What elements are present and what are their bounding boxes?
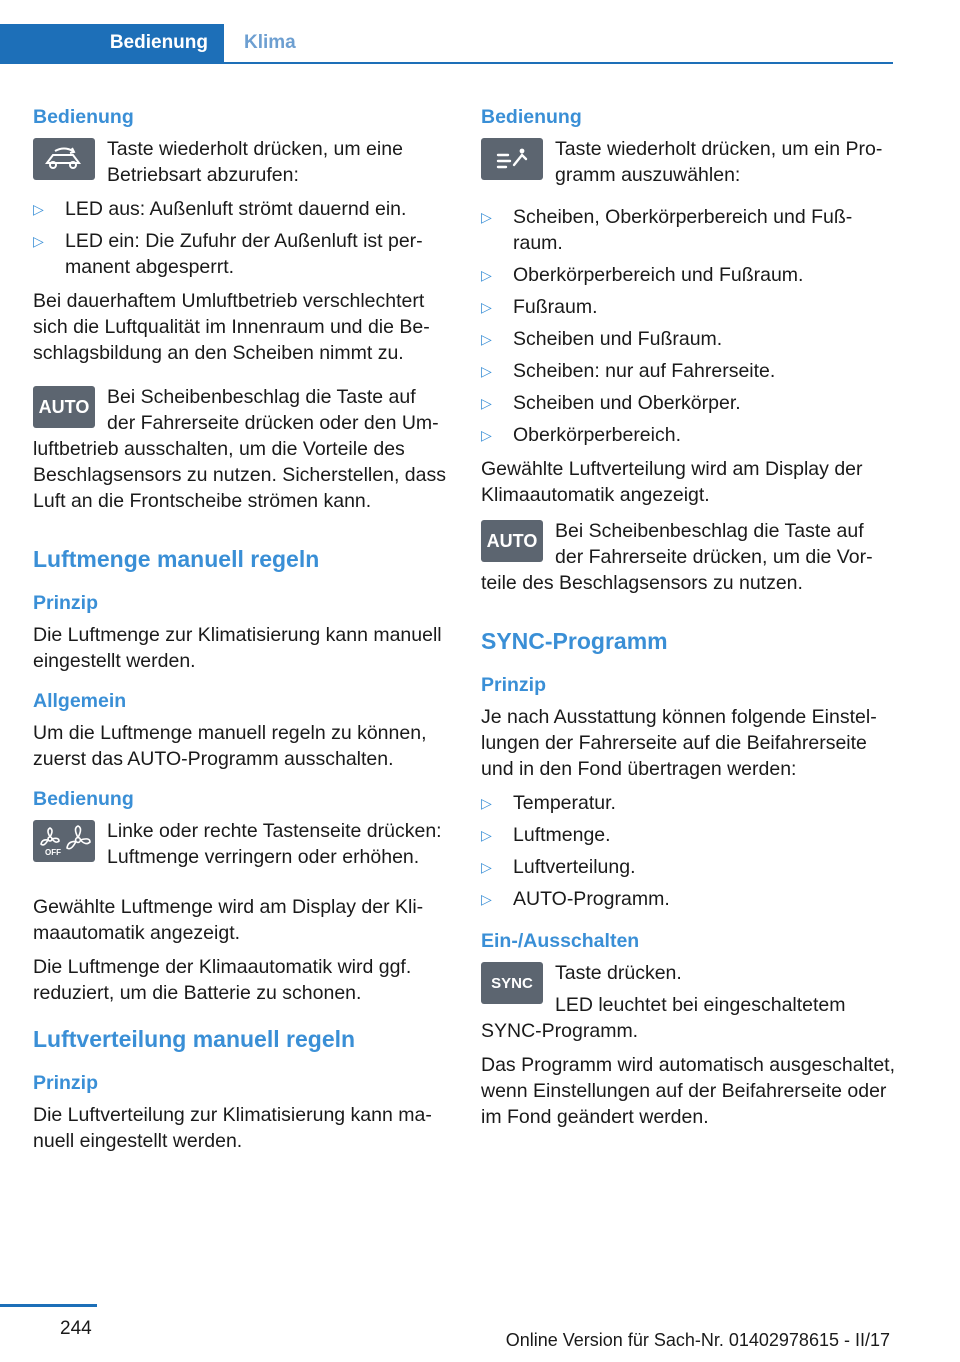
bullet-icon: ▷ xyxy=(481,827,492,843)
auto-block-right xyxy=(481,518,895,596)
list-item: ▷ Fußraum. xyxy=(481,296,598,318)
list-item: ▷ Temperatur. xyxy=(481,792,616,814)
air-distribution-icon xyxy=(481,138,543,180)
list-item: ▷ Luftverteilung. xyxy=(481,856,636,878)
fan-block xyxy=(33,818,447,870)
subheading-prinzip-2: Prinzip xyxy=(33,1072,99,1094)
footer-rule xyxy=(0,1304,97,1307)
recirculation-icon xyxy=(33,138,95,180)
list-item: ▷ Scheiben: nur auf Fahrerseite. xyxy=(481,360,776,382)
auto-icon: AUTO xyxy=(33,386,95,428)
auto-block xyxy=(33,384,447,514)
bullet-icon: ▷ xyxy=(481,795,492,811)
umluft-block xyxy=(33,136,447,188)
sync-icon: SYNC xyxy=(481,962,543,1004)
section-luftverteilung: Luftverteilung manuell regeln xyxy=(33,1026,356,1052)
list-item: ▷ Scheiben, Oberkörperbereich und Fußraum. xyxy=(481,206,853,254)
subheading-prinzip: Prinzip xyxy=(33,592,99,614)
list-item: ▷ Luftmenge. xyxy=(481,824,611,846)
fan-icon xyxy=(33,820,95,862)
fan-off-label: OFF xyxy=(45,848,61,857)
right-column xyxy=(481,104,895,1138)
section-sync: SYNC-Programm xyxy=(481,628,668,654)
list-item: ▷ LED aus: Außenluft strömt dauernd ein. xyxy=(33,198,407,220)
subheading-bedienung: Bedienung xyxy=(33,106,134,128)
list-item: ▷ Oberkörperbereich und Fußraum. xyxy=(481,264,804,286)
sync-prinzip-text: Je nach Ausstattung können folgende Einstellungen der Fahrerseite auf die Beifahrerseite und in den Fond übertragen werden: xyxy=(481,706,877,780)
bullet-icon: ▷ xyxy=(481,363,492,379)
subheading-ein-aus: Ein-/Ausschalten xyxy=(481,930,640,952)
prinzip-text: Die Luftmenge zur Klimatisierung kann manuell eingestellt werden. xyxy=(33,624,442,672)
sync-block xyxy=(481,960,895,1044)
bullet-icon: ▷ xyxy=(481,427,492,443)
list-item: ▷ Scheiben und Oberkörper. xyxy=(481,392,741,414)
auto-icon: AUTO xyxy=(481,520,543,562)
subheading-bedienung-right: Bedienung xyxy=(481,106,582,128)
bullet-icon: ▷ xyxy=(481,859,492,875)
subheading-allgemein: Allgemein xyxy=(33,690,127,712)
sync-auto-off: Das Programm wird automatisch ausgeschaltet, wenn Einstellungen auf der Beifahrerseite oder im Fond geändert werden. xyxy=(481,1054,896,1128)
battery-text: Die Luftmenge der Klimaautomatik wird ggf. reduziert, um die Batterie zu schonen. xyxy=(33,956,412,1004)
program-block xyxy=(481,136,895,188)
section-luftmenge: Luftmenge manuell regeln xyxy=(33,546,320,572)
bullet-icon: ▷ xyxy=(481,891,492,907)
bullet-icon: ▷ xyxy=(33,233,44,249)
tab-bedienung[interactable]: Bedienung xyxy=(0,24,224,62)
tab-klima[interactable]: Klima xyxy=(244,32,296,53)
list-item: ▷ Scheiben und Fußraum. xyxy=(481,328,723,350)
list-item: ▷ Oberkörperbereich. xyxy=(481,424,681,446)
sync-list xyxy=(481,790,895,912)
left-column xyxy=(33,104,447,1162)
display-text: Gewählte Luftmenge wird am Display der Klimaautomatik angezeigt. xyxy=(33,896,424,944)
bullet-icon: ▷ xyxy=(481,331,492,347)
bullet-icon: ▷ xyxy=(481,299,492,315)
sync-led: LED leuchtet bei eingeschaltetem SYNC-Programm. xyxy=(481,994,846,1042)
program-list xyxy=(481,204,895,448)
bullet-icon: ▷ xyxy=(481,395,492,411)
subheading-bedienung-2: Bedienung xyxy=(33,788,134,810)
umluft-intro: Taste wiederholt drücken, um eine Betriebsart abzurufen: xyxy=(107,138,403,186)
fan-text: Linke oder rechte Tastenseite drücken: Luftmenge verringern oder erhöhen. xyxy=(107,820,442,868)
list-item: ▷ LED ein: Die Zufuhr der Außenluft ist permanent abgesperrt. xyxy=(33,230,423,278)
online-version: Online Version für Sach-Nr. 01402978615 - II/17 xyxy=(505,1330,890,1350)
bullet-icon: ▷ xyxy=(33,201,44,217)
header-tabs xyxy=(0,24,893,64)
auto-note: Bei Scheibenbeschlag die Taste auf der Fahrerseite drücken oder den Umluftbetrieb ausschalten, um die Vorteile des Beschlagsensors zu nutzen. Sicherstellen, dass Luft an die Frontscheibe strömen kann. xyxy=(33,386,446,512)
bullet-icon: ▷ xyxy=(481,209,492,225)
page-number: 244 xyxy=(60,1318,92,1339)
program-display-text: Gewählte Luftverteilung wird am Display der Klimaautomatik angezeigt. xyxy=(481,458,863,506)
sync-press: Taste drücken. xyxy=(555,962,682,984)
bullet-icon: ▷ xyxy=(481,267,492,283)
allgemein-text: Um die Luftmenge manuell regeln zu können, zuerst das AUTO-Programm ausschalten. xyxy=(33,722,427,770)
list-item: ▷ AUTO-Programm. xyxy=(481,888,670,910)
auto-note-right: Bei Scheibenbeschlag die Taste auf der Fahrerseite drücken, um die Vorteile des Beschlagsensors zu nutzen. xyxy=(481,520,873,594)
program-intro: Taste wiederholt drücken, um ein Programm auszuwählen: xyxy=(555,138,883,186)
umluft-list xyxy=(33,196,447,280)
umluft-note: Bei dauerhaftem Umluftbetrieb verschlechtert sich die Luftqualität im Innenraum und die Beschlagsbildung an den Scheiben nimmt zu. xyxy=(33,290,430,364)
subheading-prinzip-right: Prinzip xyxy=(481,674,547,696)
prinzip2-text: Die Luftverteilung zur Klimatisierung kann manuell eingestellt werden. xyxy=(33,1104,432,1152)
